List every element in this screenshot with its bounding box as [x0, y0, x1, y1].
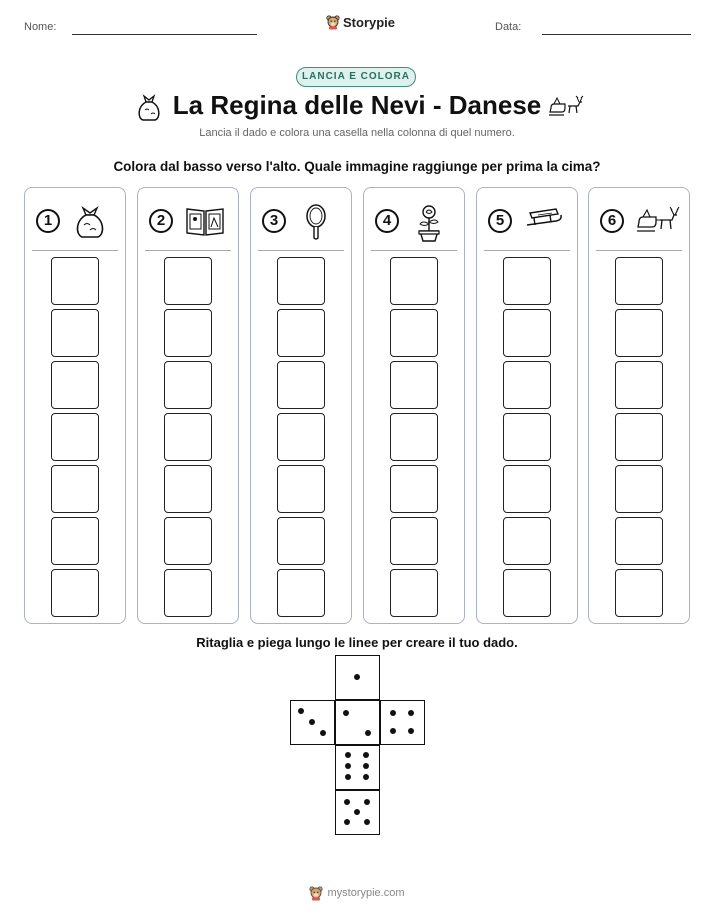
die-face-3 — [290, 700, 335, 745]
color-box[interactable] — [503, 361, 551, 409]
die-pip — [390, 710, 396, 716]
column-number: 6 — [600, 209, 624, 233]
column-header — [138, 188, 238, 250]
column-3 — [250, 187, 352, 624]
color-box[interactable] — [164, 569, 212, 617]
color-box[interactable] — [615, 309, 663, 357]
color-box[interactable] — [390, 361, 438, 409]
activity-tag: LANCIA E COLORA — [296, 67, 416, 87]
color-box[interactable] — [503, 569, 551, 617]
die-pip — [345, 752, 351, 758]
column-5 — [476, 187, 578, 624]
header — [0, 14, 714, 40]
coloring-instruction: Colora dal basso verso l'alto. Quale immagine raggiunge per prima la cima? — [113, 159, 601, 174]
color-box[interactable] — [51, 465, 99, 513]
page-title: La Regina delle Nevi - Danese — [172, 90, 542, 120]
color-box[interactable] — [51, 517, 99, 565]
brand-name: Storypie — [343, 14, 396, 30]
color-box[interactable] — [277, 361, 325, 409]
color-box[interactable] — [390, 517, 438, 565]
die-face-2 — [335, 700, 380, 745]
die-pip — [345, 774, 351, 780]
die-pip — [344, 819, 350, 825]
column-number: 1 — [36, 209, 60, 233]
column-divider — [484, 250, 570, 251]
reindeer-sleigh-icon — [548, 92, 584, 118]
color-box[interactable] — [615, 257, 663, 305]
color-box[interactable] — [503, 517, 551, 565]
column-divider — [258, 250, 344, 251]
storybook-icon — [185, 203, 225, 239]
footer-brand — [309, 885, 404, 901]
color-box[interactable] — [164, 465, 212, 513]
die-pip — [363, 752, 369, 758]
die-pip — [343, 710, 349, 716]
column-header — [477, 188, 577, 250]
color-box[interactable] — [164, 309, 212, 357]
footer-url[interactable]: mystorypie.com — [327, 887, 405, 899]
die-pip — [354, 674, 360, 680]
color-box[interactable] — [503, 413, 551, 461]
die-pip — [408, 710, 414, 716]
die-face-6 — [335, 745, 380, 790]
color-box[interactable] — [51, 257, 99, 305]
column-header — [251, 188, 351, 250]
reindeer-sleigh-icon — [636, 203, 680, 237]
die-pip — [364, 819, 370, 825]
column-6 — [588, 187, 690, 624]
color-box[interactable] — [51, 413, 99, 461]
color-box[interactable] — [164, 257, 212, 305]
column-divider — [371, 250, 457, 251]
die-pip — [364, 799, 370, 805]
die-pip — [320, 730, 326, 736]
die-pip — [390, 728, 396, 734]
color-box[interactable] — [164, 361, 212, 409]
name-line[interactable] — [72, 34, 257, 35]
color-box[interactable] — [503, 465, 551, 513]
color-box[interactable] — [503, 257, 551, 305]
color-box[interactable] — [277, 517, 325, 565]
color-box[interactable] — [51, 361, 99, 409]
date-line[interactable] — [542, 34, 691, 35]
die-face-1 — [335, 655, 380, 700]
column-divider — [596, 250, 682, 251]
column-divider — [145, 250, 231, 251]
footer — [0, 885, 714, 906]
name-label: Nome: — [24, 21, 57, 33]
die-pip — [363, 763, 369, 769]
color-box[interactable] — [390, 569, 438, 617]
color-box[interactable] — [277, 257, 325, 305]
die-net — [290, 655, 426, 837]
column-header — [589, 188, 689, 250]
color-box[interactable] — [51, 309, 99, 357]
bear-mascot-icon — [326, 14, 340, 30]
column-header — [25, 188, 125, 250]
color-box[interactable] — [615, 413, 663, 461]
cut-instruction: Ritaglia e piega lungo le linee per creare il tuo dado. — [196, 635, 518, 650]
column-4 — [363, 187, 465, 624]
die-pip — [309, 719, 315, 725]
die-pip — [298, 708, 304, 714]
die-face-4 — [380, 700, 425, 745]
color-box[interactable] — [277, 569, 325, 617]
color-box[interactable] — [164, 517, 212, 565]
column-number: 3 — [262, 209, 286, 233]
potted-rose-icon — [411, 203, 447, 243]
color-box[interactable] — [615, 569, 663, 617]
color-box[interactable] — [503, 309, 551, 357]
hand-mirror-icon — [298, 203, 334, 241]
color-box[interactable] — [390, 413, 438, 461]
color-box[interactable] — [390, 465, 438, 513]
color-box[interactable] — [390, 309, 438, 357]
color-box[interactable] — [51, 569, 99, 617]
color-box[interactable] — [615, 465, 663, 513]
die-pip — [344, 799, 350, 805]
sled-icon — [524, 203, 564, 235]
column-number: 4 — [375, 209, 399, 233]
column-number: 2 — [149, 209, 173, 233]
color-box[interactable] — [390, 257, 438, 305]
die-pip — [345, 763, 351, 769]
column-divider — [32, 250, 118, 251]
column-2 — [137, 187, 239, 624]
sack-icon — [72, 203, 108, 239]
color-box[interactable] — [277, 309, 325, 357]
color-box[interactable] — [615, 517, 663, 565]
race-columns — [24, 187, 690, 624]
die-pip — [408, 728, 414, 734]
color-box[interactable] — [164, 413, 212, 461]
color-box[interactable] — [277, 465, 325, 513]
subtitle: Lancia il dado e colora una casella nella colonna di quel numero. — [199, 127, 515, 139]
date-label: Data: — [495, 21, 522, 33]
bear-mascot-icon — [309, 885, 323, 901]
color-box[interactable] — [277, 413, 325, 461]
die-pip — [365, 730, 371, 736]
color-box[interactable] — [615, 361, 663, 409]
die-face-5 — [335, 790, 380, 835]
column-number: 5 — [488, 209, 512, 233]
die-pip — [354, 809, 360, 815]
brand-logo — [326, 14, 395, 30]
column-header — [364, 188, 464, 250]
die-pip — [363, 774, 369, 780]
column-1 — [24, 187, 126, 624]
